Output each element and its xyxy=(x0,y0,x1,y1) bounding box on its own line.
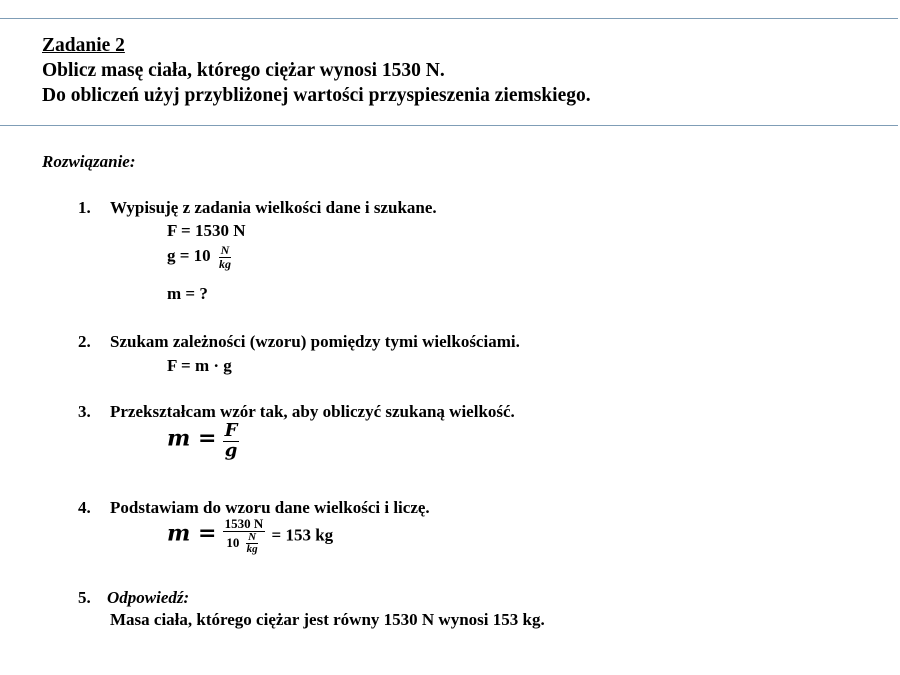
step-number: 2. xyxy=(78,332,91,351)
substitution xyxy=(167,517,333,556)
task-title: Zadanie 2 xyxy=(42,35,125,56)
formula: F = m · g xyxy=(167,356,232,375)
substitution-lhs: m = xyxy=(167,520,217,547)
unit-fraction xyxy=(217,244,233,270)
step-text: Szukam zależności (wzoru) pomiędzy tymi wielkościami. xyxy=(110,332,520,351)
step-number: 3. xyxy=(78,402,91,421)
answer-text: Masa ciała, którego ciężar jest równy 1530 N wynosi 153 kg. xyxy=(110,610,545,629)
task-line-2: Do obliczeń użyj przybliżonej wartości przyspieszenia ziemskiego. xyxy=(42,85,591,106)
step-3 xyxy=(78,402,515,422)
denominator-unit-num: N xyxy=(248,530,257,543)
denominator-unit-den: kg xyxy=(246,543,258,556)
step-number: 4. xyxy=(78,498,91,517)
step-4 xyxy=(78,498,430,518)
substitution-numerator: 1530 N xyxy=(224,516,264,531)
task-header xyxy=(42,33,591,108)
unknown-mass: m = ? xyxy=(167,284,208,303)
step-text: Przekształcam wzór tak, aby obliczyć szukaną wielkość. xyxy=(110,402,515,421)
step-text: Podstawiam do wzoru dane wielkości i liczę. xyxy=(110,498,430,517)
fraction-numerator: F xyxy=(224,420,238,441)
unit-numerator: N xyxy=(220,243,230,257)
answer-label: Odpowiedź: xyxy=(107,588,190,607)
transformed-formula xyxy=(167,422,241,461)
substitution-denominator xyxy=(224,532,263,556)
substitution-fraction xyxy=(223,517,266,556)
result: = 153 kg xyxy=(271,525,334,545)
step-number: 5. xyxy=(78,588,91,607)
step-text: Wypisuję z zadania wielkości dane i szukane. xyxy=(110,198,437,217)
step-2 xyxy=(78,332,520,352)
unit-denominator: kg xyxy=(218,256,231,271)
solution-label: Rozwiązanie: xyxy=(42,152,136,171)
step-1 xyxy=(78,198,437,218)
given-gravity xyxy=(167,244,235,270)
given-force: F = 1530 N xyxy=(167,221,246,240)
gravity-value: g = 10 xyxy=(167,246,211,265)
top-divider xyxy=(0,18,898,19)
denominator-value: 10 xyxy=(226,534,240,550)
denominator-unit xyxy=(245,532,260,556)
step-5 xyxy=(78,588,189,608)
formula-fraction xyxy=(223,422,240,461)
bottom-divider xyxy=(0,125,898,126)
task-line-1: Oblicz masę ciała, którego ciężar wynosi 1530 N. xyxy=(42,60,445,81)
fraction-denominator: g xyxy=(224,439,238,461)
step-number: 1. xyxy=(78,198,91,217)
formula-lhs: m = xyxy=(167,425,217,452)
